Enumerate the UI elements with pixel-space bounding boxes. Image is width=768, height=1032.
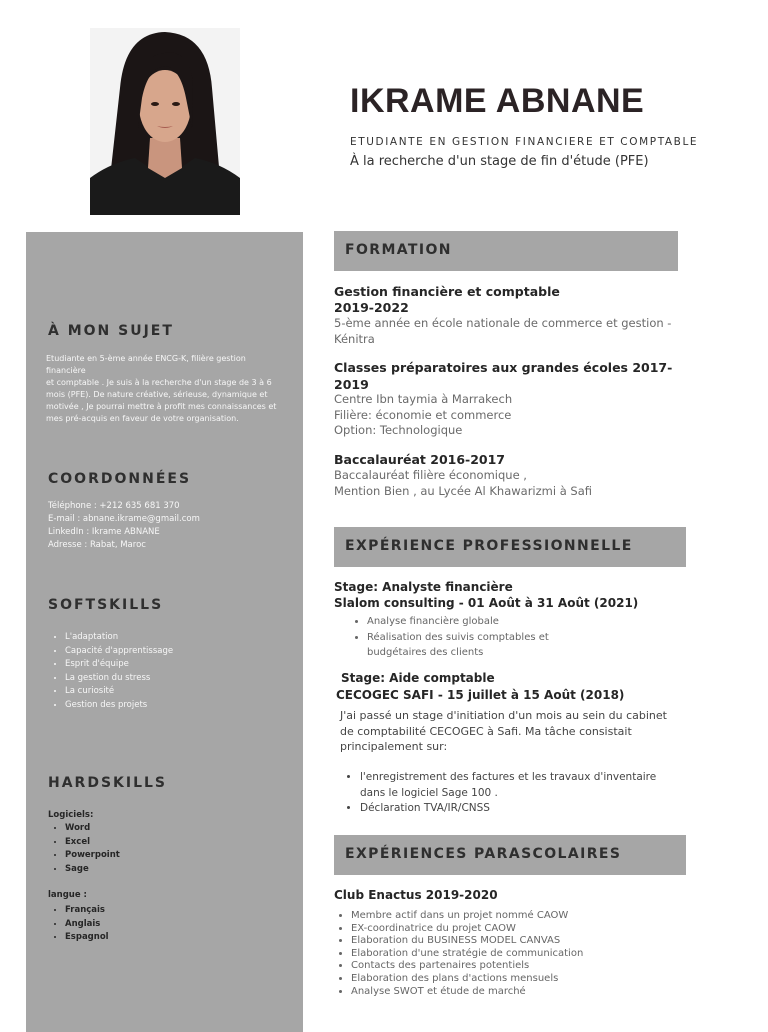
softskills-heading: SOFTSKILLS bbox=[48, 597, 164, 613]
list-item: • Analyse financière globale bbox=[367, 614, 549, 630]
list-item: • Elaboration d'une stratégie de communication bbox=[351, 948, 583, 961]
extracurricular-heading: EXPÉRIENCES PARASCOLAIRES bbox=[345, 846, 622, 862]
language-label: langue : bbox=[48, 890, 87, 900]
desc-line: principalement sur: bbox=[340, 740, 448, 753]
profile-photo bbox=[90, 28, 240, 215]
formation-item-desc bbox=[334, 316, 671, 347]
job1-bullets bbox=[350, 614, 549, 661]
desc-line: Kénitra bbox=[334, 331, 375, 346]
desc-line: Mention Bien , au Lycée Al Khawarizmi à Safi bbox=[334, 483, 593, 498]
formation-item-desc bbox=[334, 468, 592, 499]
about-line: mois (PFE). De nature créative, sérieuse, dynamique et bbox=[46, 390, 268, 399]
contact-block bbox=[48, 500, 288, 552]
about-line: Etudiante en 5-ème année ENCG-K, filière gestion financière bbox=[46, 354, 246, 375]
formation-heading: FORMATION bbox=[345, 242, 452, 258]
contact-linkedin[interactable]: LinkedIn : Ikrame ABNANE bbox=[48, 527, 160, 537]
desc-line: de comptabilité CECOGEC à Safi. Ma tâche consistait bbox=[340, 724, 632, 738]
formation-item-title: Gestion financière et comptable bbox=[334, 284, 560, 299]
desc-line: Option: Technologique bbox=[334, 423, 463, 437]
job-title: Stage: Analyste financière bbox=[334, 580, 513, 594]
formation-section-bar bbox=[334, 231, 678, 271]
about-line: mes pré-acquis en faveur de votre organisation. bbox=[46, 414, 239, 423]
candidate-name: IKRAME ABNANE bbox=[350, 82, 645, 120]
desc-line: 5-ème année en école nationale de commerce et gestion - bbox=[334, 316, 672, 330]
language-list bbox=[48, 904, 109, 945]
desc-line: Baccalauréat filière économique , bbox=[334, 468, 527, 482]
job-subtitle: Slalom consulting - 01 Août à 31 Août (2021) bbox=[334, 596, 639, 610]
formation-item-desc bbox=[334, 392, 512, 439]
contact-heading: COORDONNÉES bbox=[48, 471, 192, 487]
list-item: • Anglais bbox=[65, 918, 109, 932]
list-item: • Français bbox=[65, 904, 109, 918]
desc-line: Filière: économie et commerce bbox=[334, 407, 512, 422]
contact-email[interactable]: E-mail : abnane.ikrame@gmail.com bbox=[48, 514, 200, 524]
contact-phone: Téléphone : +212 635 681 370 bbox=[48, 501, 180, 511]
formation-item-years: 2019 bbox=[334, 377, 369, 392]
formation-item-title: Classes préparatoires aux grandes écoles 2017- bbox=[334, 360, 673, 375]
list-item-continuation: dans le logiciel Sage 100 . bbox=[360, 786, 498, 799]
list-item: • Elaboration du BUSINESS MODEL CANVAS bbox=[351, 935, 583, 948]
list-item-continuation: budgétaires des clients bbox=[367, 647, 484, 658]
list-item: • Déclaration TVA/IR/CNSS bbox=[360, 801, 656, 817]
about-text bbox=[46, 353, 286, 425]
list-item: • L'adaptation bbox=[65, 631, 173, 645]
desc-line: Centre Ibn taymia à Marrakech bbox=[334, 392, 513, 406]
list-item bbox=[367, 645, 549, 661]
list-item: • Espagnol bbox=[65, 931, 109, 945]
experience-section-bar bbox=[334, 527, 686, 567]
candidate-role: ETUDIANTE EN GESTION FINANCIERE ET COMPTABLE bbox=[350, 136, 699, 148]
candidate-objective: À la recherche d'un stage de fin d'étude (PFE) bbox=[350, 154, 649, 169]
about-line: motivée , Je pourrai mettre à profit mes connaissances et bbox=[46, 402, 277, 411]
about-heading: À MON SUJET bbox=[48, 323, 174, 339]
list-item: • EX-coordinatrice du projet CAOW bbox=[351, 923, 583, 936]
list-item: • Powerpoint bbox=[65, 849, 120, 863]
list-item: • Esprit d'équipe bbox=[65, 658, 173, 672]
list-item bbox=[360, 786, 656, 802]
list-item: • Réalisation des suivis comptables et bbox=[367, 630, 549, 646]
list-item: • Excel bbox=[65, 836, 120, 850]
job-title: Stage: Aide comptable bbox=[341, 671, 495, 685]
list-item: • Sage bbox=[65, 863, 120, 877]
formation-item-years: 2019-2022 bbox=[334, 300, 409, 315]
job2-bullets bbox=[343, 770, 656, 817]
list-item: • Gestion des projets bbox=[65, 699, 173, 713]
list-item: • Word bbox=[65, 822, 120, 836]
software-list bbox=[48, 822, 120, 876]
list-item: • Capacité d'apprentissage bbox=[65, 645, 173, 659]
experience-heading: EXPÉRIENCE PROFESSIONNELLE bbox=[345, 538, 633, 554]
list-item: • Elaboration des plans d'actions mensuels bbox=[351, 973, 583, 986]
list-item: • La gestion du stress bbox=[65, 672, 173, 686]
softskills-list bbox=[46, 631, 173, 713]
club-bullets bbox=[334, 910, 583, 998]
list-item: • Analyse SWOT et étude de marché bbox=[351, 986, 583, 999]
club-title: Club Enactus 2019-2020 bbox=[334, 888, 498, 902]
software-label: Logiciels: bbox=[48, 810, 94, 820]
extracurricular-section-bar bbox=[334, 835, 686, 875]
desc-line: J'ai passé un stage d'initiation d'un mois au sein du cabinet bbox=[340, 709, 667, 722]
job2-description bbox=[340, 708, 667, 755]
about-line: et comptable . Je suis à la recherche d'un stage de 3 à 6 bbox=[46, 378, 272, 387]
list-item: • Contacts des partenaires potentiels bbox=[351, 960, 583, 973]
hardskills-heading: HARDSKILLS bbox=[48, 775, 168, 791]
list-item: • Membre actif dans un projet nommé CAOW bbox=[351, 910, 583, 923]
job-subtitle: CECOGEC SAFI - 15 juillet à 15 Août (2018) bbox=[336, 688, 625, 702]
contact-address: Adresse : Rabat, Maroc bbox=[48, 540, 146, 550]
formation-item-title: Baccalauréat 2016-2017 bbox=[334, 452, 506, 467]
list-item: • l'enregistrement des factures et les travaux d'inventaire bbox=[360, 770, 656, 786]
list-item: • La curiosité bbox=[65, 685, 173, 699]
